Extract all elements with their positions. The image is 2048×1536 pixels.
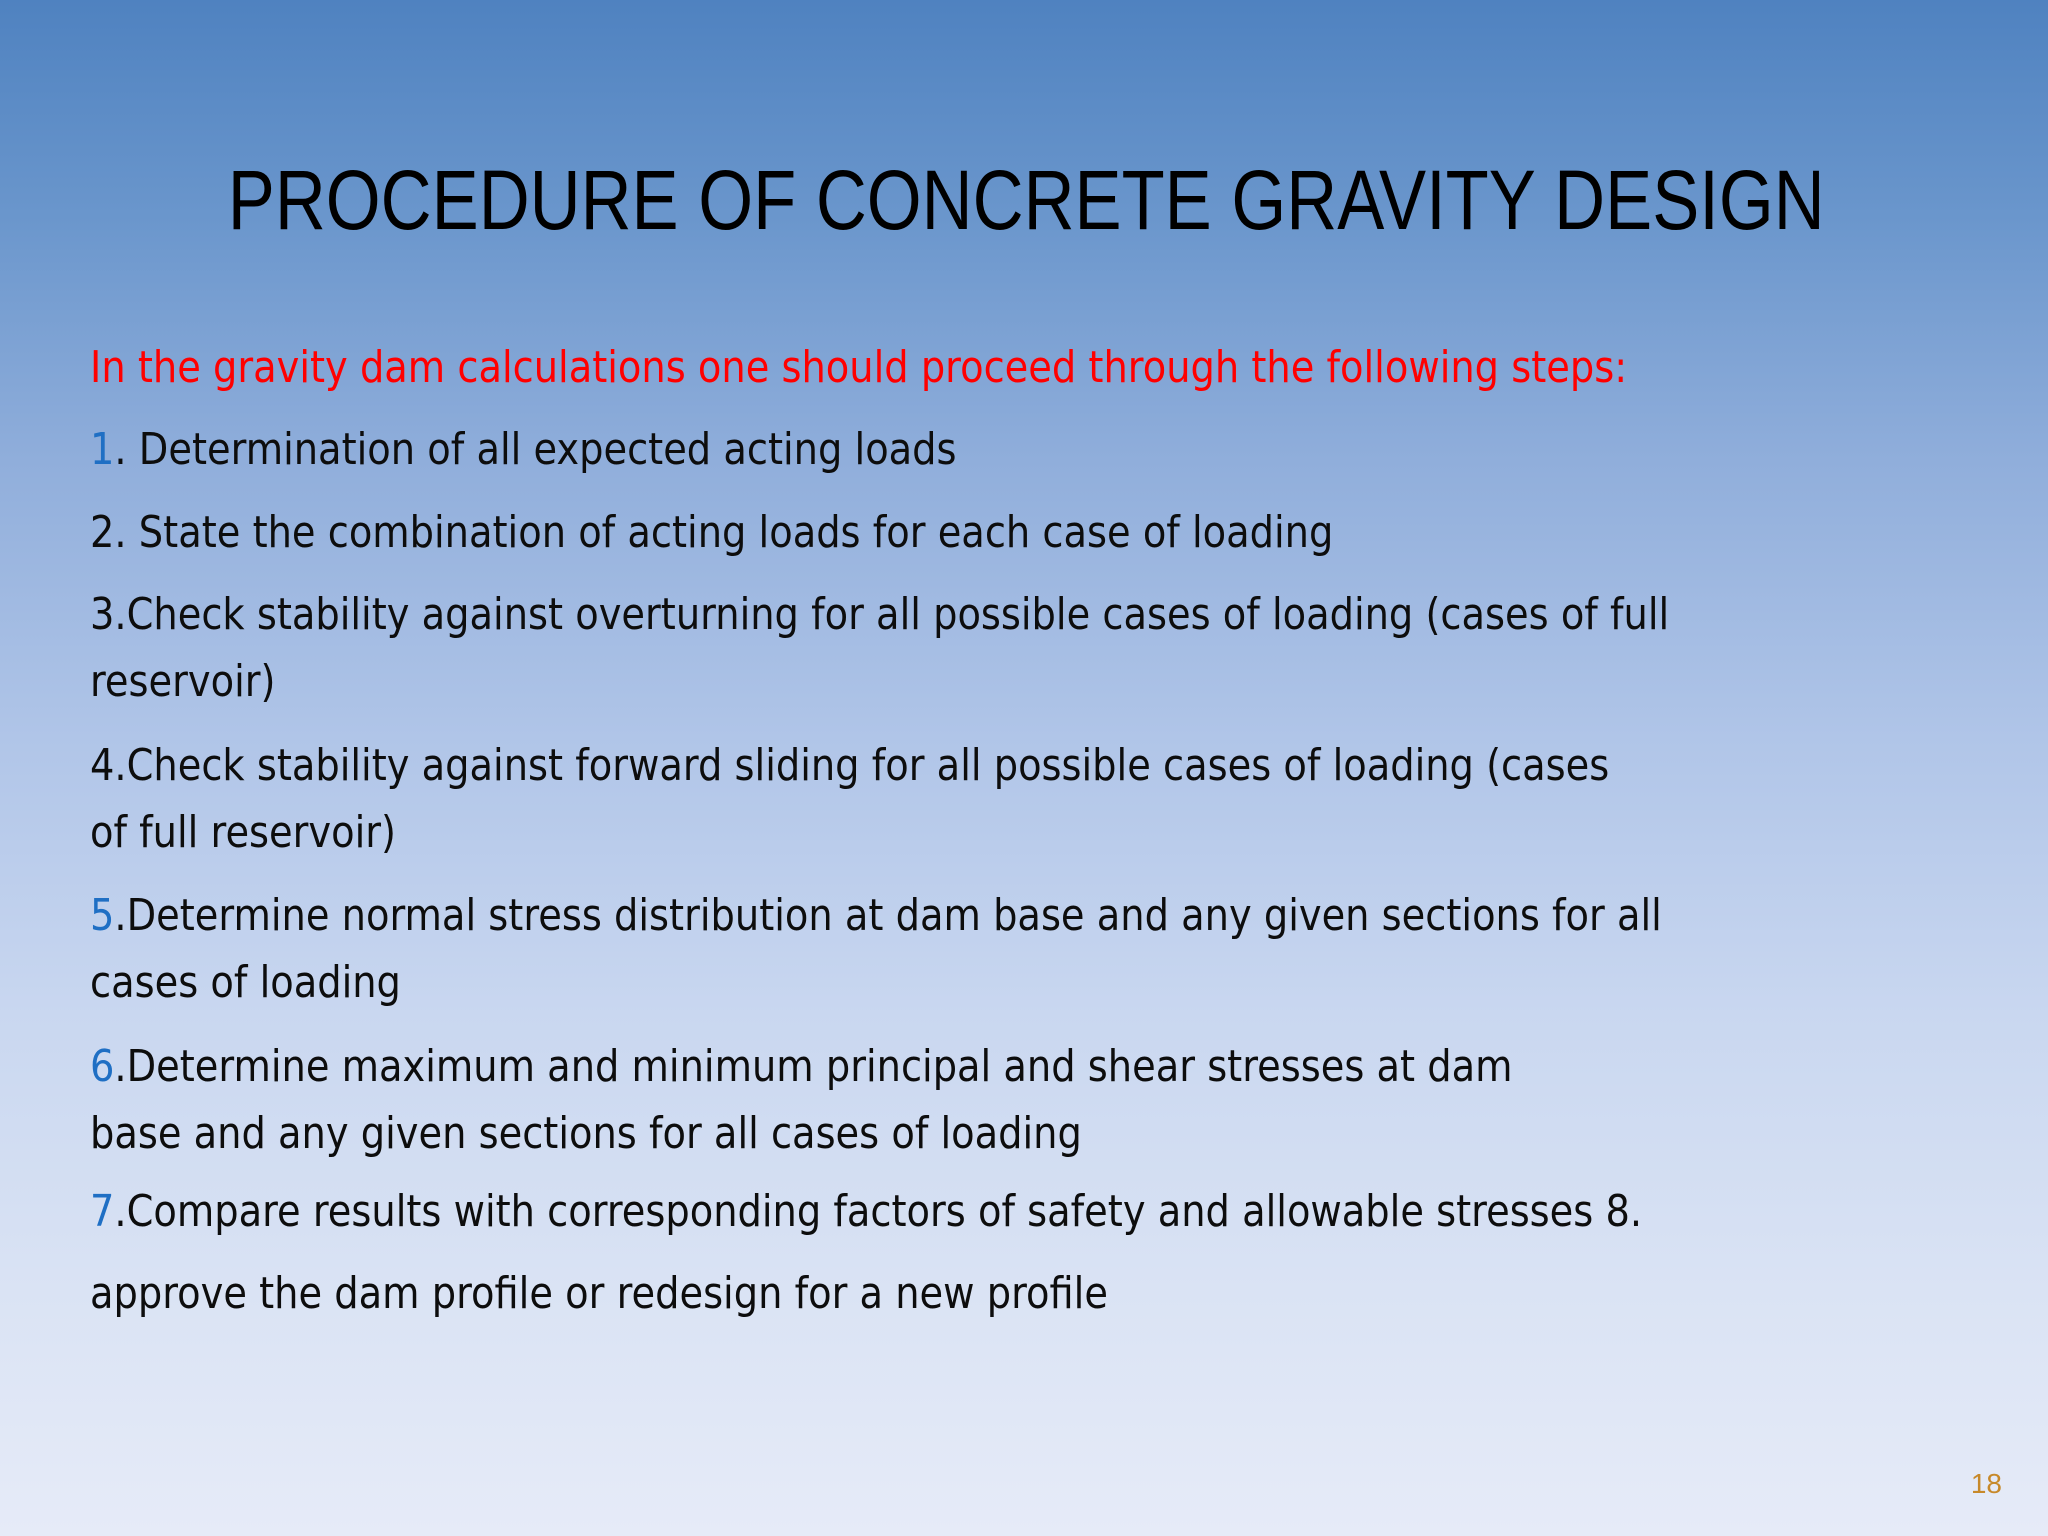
step-4-continuation: of full reservoir) <box>90 807 397 858</box>
step-1-text: . Determination of all expected acting loads <box>114 424 957 475</box>
step-3-text: .Check stability against overturning for all possible cases of loading (cases of full <box>114 589 1670 640</box>
step-7-continuation: approve the dam profile or redesign for a new profile <box>90 1268 1108 1319</box>
step-7-number: 7 <box>90 1186 115 1237</box>
step-6-number: 6 <box>90 1041 115 1092</box>
step-2-text: . State the combination of acting loads for each case of loading <box>114 507 1334 558</box>
step-2 <box>90 503 1333 563</box>
step-3-number: 3 <box>90 589 115 640</box>
step-5-number: 5 <box>90 890 115 941</box>
step-7-text: .Compare results with corresponding factors of safety and allowable stresses 8. <box>114 1186 1643 1237</box>
step-4 <box>90 736 1609 796</box>
step-3-continuation: reservoir) <box>90 656 276 707</box>
step-6-continuation: base and any given sections for all cases of loading <box>90 1108 1082 1159</box>
page-number: 18 <box>1970 1468 2002 1499</box>
step-5-continuation: cases of loading <box>90 957 401 1008</box>
step-2-number: 2 <box>90 507 115 558</box>
intro-text: In the gravity dam calculations one should proceed through the following steps: <box>90 342 1628 393</box>
step-1 <box>90 420 957 480</box>
step-4-text: .Check stability against forward sliding for all possible cases of loading (cases <box>114 740 1610 791</box>
step-7 <box>90 1182 1642 1242</box>
step-5-text: .Determine normal stress distribution at dam base and any given sections for all <box>114 890 1662 941</box>
step-3 <box>90 585 1669 645</box>
step-5 <box>90 886 1662 946</box>
step-6 <box>90 1037 1513 1097</box>
step-6-text: .Determine maximum and minimum principal and shear stresses at dam <box>114 1041 1513 1092</box>
step-4-number: 4 <box>90 740 115 791</box>
slide-title: PROCEDURE OF CONCRETE GRAVITY DESIGN <box>227 153 1825 247</box>
step-1-number: 1 <box>90 424 115 475</box>
